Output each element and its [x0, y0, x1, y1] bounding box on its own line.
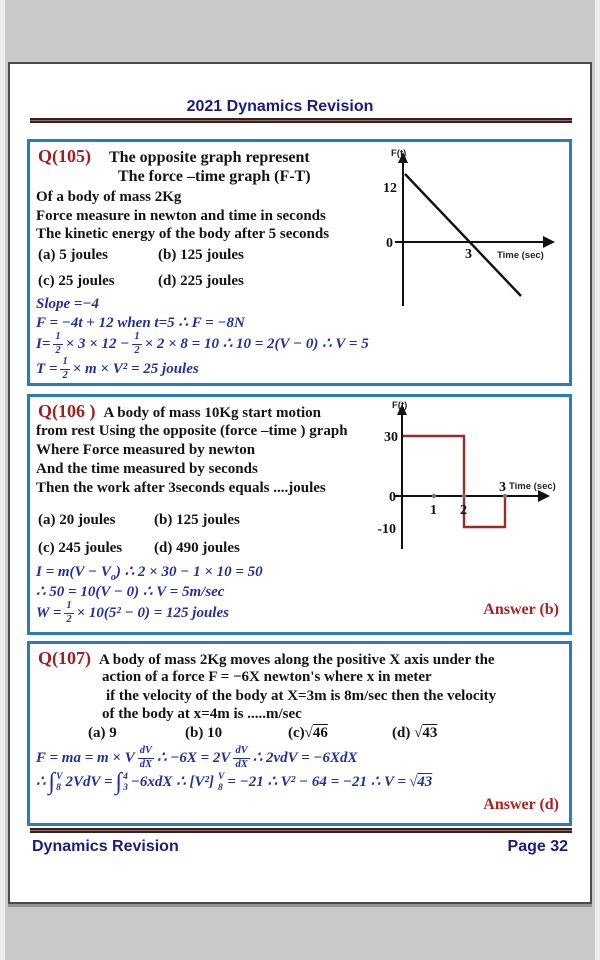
- header-divider: [30, 118, 572, 123]
- tick-dot-2: [462, 494, 466, 498]
- question-number: Q(106 ): [38, 401, 96, 421]
- x-axis-label: Time (sec): [497, 250, 544, 261]
- tick-dot-1: [432, 494, 436, 498]
- force-step-line: [403, 436, 505, 527]
- q107-sol1-seg3: ∴ 2vdV = −6XdX: [252, 749, 358, 766]
- photo-edge-left: [0, 0, 5, 960]
- photo-edge-right: [595, 0, 600, 960]
- q106-sol3-seg2: × 10(5² − 0) = 125 joules: [76, 604, 229, 621]
- origin-label: 0: [386, 236, 393, 251]
- q107-choice-a: (a) 9: [88, 725, 117, 741]
- q107-choice-d: (d) √ 43: [392, 725, 438, 741]
- q107-line4: of the body at x=4m is .....m/sec: [102, 706, 302, 722]
- q105-sol4-seg1: T =: [36, 360, 58, 377]
- y-tick-30: 30: [384, 430, 398, 445]
- q105-header-row: [38, 146, 310, 168]
- x-tick-3: 3: [465, 247, 472, 262]
- bracket-limits-8-to-V: V 8: [217, 772, 225, 793]
- q106-line4: And the time measured by seconds: [36, 461, 258, 477]
- q105-force-time-graph: [351, 146, 563, 306]
- q105-sol3-seg3: × 2 × 8 = 10 ∴ 10 = 2(V − 0) ∴ V = 5: [144, 335, 369, 352]
- q107-solution-1: [36, 746, 358, 770]
- integral-8-to-V: ∫ V 8: [48, 769, 63, 796]
- q107-choice-b: (b) 10: [185, 725, 223, 741]
- question-number: Q(107): [38, 648, 91, 668]
- q107-sol1-seg2: ∴ −6X = 2V: [156, 749, 231, 766]
- sqrt-43: √ 43: [414, 725, 438, 741]
- q107-sol1-seg1: F = ma = m × V: [36, 749, 135, 766]
- q105-choice-c: (c) 25 joules: [38, 273, 115, 289]
- q107-header-row: [38, 648, 495, 670]
- q107-answer: Answer (d): [483, 796, 559, 813]
- x-tick-2: 2: [460, 503, 467, 518]
- fraction-one-half: $\frac{1}{2}$: [66, 600, 72, 625]
- q106-choice-a: (a) 20 joules: [38, 512, 116, 528]
- q107-sol2-seg1: ∴: [36, 774, 46, 791]
- question-box-106: [27, 394, 572, 635]
- q107-line3: if the velocity of the body at X=3m is 8m/sec then the velocity: [106, 688, 497, 704]
- q105-choice-d: (d) 225 joules: [158, 273, 244, 289]
- question-box-107: [27, 641, 572, 826]
- integral-3-to-4: ∫ 4 3: [115, 769, 128, 796]
- footer-divider: [30, 828, 572, 833]
- q107-sol2-seg3: −6xdX ∴ [V²]: [130, 774, 214, 791]
- question-box-105: [27, 139, 572, 386]
- q105-sol4-seg2: × m × V² = 25 joules: [72, 360, 199, 377]
- q105-solution-3: [36, 332, 369, 356]
- document-page: [8, 62, 592, 904]
- q105-choice-b: (b) 125 joules: [158, 247, 244, 263]
- q106-force-time-graph: [362, 399, 567, 549]
- x-tick-1: 1: [430, 503, 437, 518]
- x-axis-label: Time (sec): [509, 481, 556, 492]
- q105-solution-4: [36, 357, 199, 381]
- q106-line1: A body of mass 10Kg start motion: [103, 405, 322, 421]
- q105-solution-2: F = −4t + 12 when t=5 ∴ F = −8N: [36, 315, 245, 331]
- q106-solution-2: ∴ 50 = 10(V − 0) ∴ V = 5m/sec: [36, 584, 225, 600]
- q105-solution-1: Slope =−4: [36, 296, 100, 312]
- q105-sol3-seg1: I=: [36, 335, 51, 352]
- sqrt-46: √ 46: [304, 725, 328, 741]
- q107-line2: action of a force F = −6X newton's where x in meter: [102, 669, 432, 685]
- fraction-one-half: $\frac{1}{2}$: [55, 331, 61, 356]
- q106-line3: Where Force measured by newton: [36, 442, 256, 458]
- q105-line3: The kinetic energy of the body after 5 seconds: [36, 226, 330, 242]
- q107-choice-c: (c) √ 46: [288, 725, 328, 741]
- fraction-dv-dx: $\frac{dV}{dX}$: [139, 745, 152, 770]
- fraction-one-half: $\frac{1}{2}$: [134, 331, 140, 356]
- q106-header-row: [38, 401, 321, 423]
- fraction-dv-dx: $\frac{dV}{dX}$: [235, 745, 248, 770]
- y-axis-label: F(t): [392, 400, 408, 411]
- q105-line1: Of a body of mass 2Kg: [36, 189, 182, 205]
- v-naught-subscript: o: [110, 572, 116, 583]
- q106-sol3-seg1: W =: [36, 604, 62, 621]
- q107-sol2-seg4: = −21 ∴ V² − 64 = −21 ∴ V =: [227, 774, 407, 791]
- q106-line5: Then the work after 3seconds equals ....joules: [36, 480, 326, 496]
- question-number: Q(105): [38, 146, 91, 166]
- sqrt-43: √ 43: [409, 774, 433, 791]
- x-tick-3: 3: [499, 480, 506, 495]
- q106-choice-c: (c) 245 joules: [38, 540, 123, 556]
- q107-sol2-seg2: 2VdV =: [65, 774, 113, 791]
- q106-choice-d: (d) 490 joules: [154, 540, 240, 556]
- fraction-one-half: $\frac{1}{2}$: [62, 356, 68, 381]
- q105-intro1: The opposite graph represent: [109, 149, 310, 166]
- q106-choice-b: (b) 125 joules: [154, 512, 240, 528]
- page-number: Page 32: [507, 838, 568, 855]
- footer-title: Dynamics Revision: [32, 838, 179, 855]
- q105-intro2: The force –time graph (F-T): [118, 168, 311, 185]
- q106-answer: Answer (b): [483, 601, 559, 618]
- q105-line2: Force measure in newton and time in seconds: [36, 208, 326, 224]
- q106-solution-3: [36, 601, 229, 625]
- y-axis-label: F(t): [391, 148, 407, 159]
- y-tick-12: 12: [383, 181, 397, 196]
- force-line: [405, 174, 521, 296]
- q107-line1: A body of mass 2Kg moves along the positive X axis under the: [99, 652, 495, 668]
- q106-solution-1: $I = m(V - V_o)$ ∴ 2 × 30 − 1 × 10 = 50: [36, 564, 263, 583]
- x-axis-arrow-icon: [543, 236, 555, 248]
- q107-solution-2: [36, 769, 433, 796]
- q105-sol3-seg2: × 3 × 12 −: [65, 335, 130, 352]
- page-title: 2021 Dynamics Revision: [186, 98, 374, 115]
- origin-label: 0: [389, 490, 396, 505]
- q105-choice-a: (a) 5 joules: [38, 247, 108, 263]
- q106-line2: from rest Using the opposite (force –time ) graph: [36, 423, 348, 439]
- y-tick-neg10: -10: [377, 522, 396, 537]
